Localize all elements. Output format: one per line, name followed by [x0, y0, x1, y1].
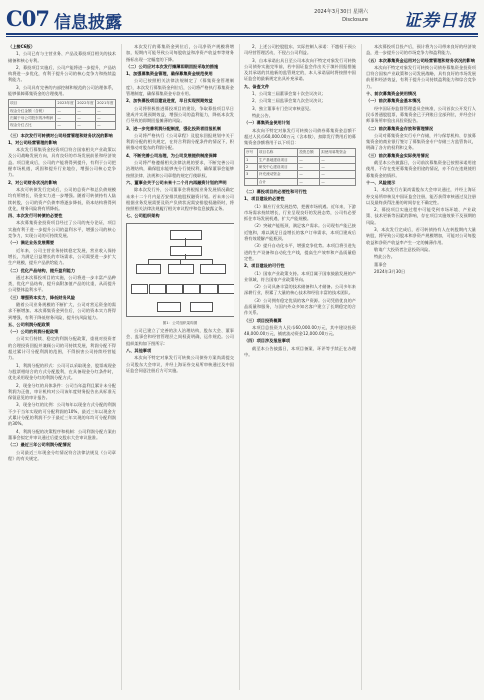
section-title: 信息披露: [54, 13, 122, 33]
section-heading: 四、本次发行可转债的必要性: [8, 213, 63, 219]
section-heading: （二）最近三年公司利润分配情况: [8, 442, 71, 448]
body-paragraph: 截至本公告披露日，本项目备案、环评等手续正在办理中。: [244, 345, 356, 358]
org-chart-node: [200, 284, 217, 294]
body-paragraph: 本次募集资金投资项目经过了公司的充分论证，项目实施有利于进一步提升公司的盈利水平，增强公司的核心竞争力，实现公司的可持续发展。: [8, 220, 116, 239]
table-cell: 拟使用募集资金: [320, 149, 356, 156]
section-heading: （三）项目投资概算: [244, 317, 282, 323]
body-paragraph: 1、公司已有与主营业务、产品及募投项目相关的技术储备和核心专利。: [8, 51, 116, 63]
section-heading: 八、其他事项: [126, 347, 152, 353]
table-row: [245, 178, 356, 185]
table-cell: 现金分红金额（含税）: [9, 107, 56, 114]
section-heading: （一）满足业务发展需要: [8, 240, 55, 246]
section-heading: （一）公司的利润分配政策: [8, 329, 59, 335]
section-heading: 五、公司利润分配政策: [8, 321, 50, 327]
org-chart-diagram: [126, 223, 234, 317]
text-column-4: [366, 44, 476, 692]
header-rule-thin: [6, 36, 478, 37]
section-heading: 4、不断完善公司治理，为公司发展提供制度保障: [126, 152, 217, 158]
org-chart-node: [131, 284, 148, 294]
table-cell: 生产基地建设项目: [257, 156, 297, 163]
table-cell: 项目: [9, 100, 56, 107]
body-paragraph: （2）突破产能瓶颈，满足客户需求。公司现有产能已接近饱和，难以满足日益增长的客户订单需求，本项目建成后将有效缓解产能瓶颈。: [244, 223, 356, 242]
table-row: [245, 171, 356, 178]
table-cell: 合计: [257, 178, 297, 185]
table-cell: —: [76, 122, 96, 129]
section-heading: 2、对公司财务状况的影响: [8, 179, 57, 185]
section-heading: （二）公司应对本次发行摊薄即期回报采取的措施: [126, 63, 219, 69]
body-paragraph: 2、上述公司控股股东、实际控制人承诺：不越权干预公司经营管理活动，不侵占公司利益。: [244, 44, 356, 56]
body-paragraph: （1）国家产业政策支持。本项目属于国家鼓励发展的产业领域，符合国家产业政策导向。: [244, 270, 356, 282]
org-chart-node: [170, 246, 202, 256]
body-paragraph: 除本次发行外，公司董事会将根据业务发展情况确定未来十二个月内是否安排其他股权融资计划。若未来公司根据业务发展需要及资产负债状况需安排股权融资时，将按照相关法律法规履行相关审议程序和信息披露义务。: [126, 187, 234, 212]
table-cell: 投资总额: [298, 149, 320, 156]
section-heading: 3、进一步完善利润分配制度，强化投资者回报机制: [126, 125, 222, 131]
issue-date: 2024年3月30日 星期六: [314, 9, 368, 15]
table-cell: 补充流动资金: [257, 171, 297, 178]
table-row: [9, 114, 116, 121]
table-cell: 研发中心建设项目: [257, 164, 297, 171]
org-chart-connector: [185, 238, 186, 246]
body-paragraph: 2、现金分红的具体条件：公司当年盈利且累计未分配利润为正值，审计机构对公司该年度财务报告出具标准无保留意见的审计报告。: [8, 382, 116, 401]
table-cell: —: [298, 156, 320, 163]
table-cell: —: [320, 178, 356, 185]
body-paragraph: 公司对募集资金实行专户存储，并与保荐机构、存放募集资金的商业银行签订了募集资金专户存储三方监管协议，明确了各方的权利和义务。: [366, 132, 476, 151]
body-paragraph: 本次发行募集资金投资项目符合国家相关产业政策以及公司战略发展方向，具有良好的市场发展前景和经济效益。项目建成后，公司的产能将得到提升，有利于公司把握市场机遇，巩固和提升行业地位，增强公司核心竞争力。: [8, 147, 116, 178]
section-heading: 1、项目建设的必要性: [244, 196, 285, 202]
issue-meta: [314, 8, 368, 24]
table-row: [9, 100, 116, 107]
section-heading: （五）本次募集资金运用对公司经营管理和财务状况的影响: [366, 57, 475, 63]
org-chart-node: [136, 264, 162, 274]
table-cell: —: [56, 107, 76, 114]
org-chart-node: [183, 284, 200, 294]
section-heading: （三）本次发行可转债对公司经营管理和财务状况的影响: [8, 132, 113, 138]
section-heading: 九、备查文件: [244, 83, 270, 89]
org-chart-node: [200, 264, 226, 274]
table-cell: —: [56, 114, 76, 121]
org-chart-connector: [148, 259, 149, 264]
table-cell: —: [76, 114, 96, 121]
body-paragraph: 本次募投项目投产后，预计将为公司带来良好的经济效益，进一步提升公司的市场竞争力和盈利能力。: [366, 44, 476, 56]
section-heading: 1、加强募集资金管理，确保募集资金规范使用: [126, 71, 213, 77]
section-heading: （三）前次募集资金实际使用情况: [366, 152, 429, 158]
table-cell: —: [320, 164, 356, 171]
body-paragraph: 2、公司第三届监事会第九次会议决议；: [252, 98, 326, 104]
issue-subtitle: Disclosure: [342, 17, 368, 23]
body-paragraph: 4、利润分配的决策程序和机制：公司利润分配方案由董事会拟定并审议通过后提交股东大会审议批准。: [8, 428, 116, 440]
text-column-3: [244, 44, 356, 692]
body-paragraph: 公司将积极推进募投项目的建设，争取募投项目早日建成并实现预期效益，增强公司的盈利能力，降低本次发行导致的即期回报摊薄的风险。: [126, 105, 234, 124]
table-row: [245, 149, 356, 156]
body-paragraph: （3）提升自动化水平，增强竞争优势。本项目将引进先进的生产设备和自动化生产线，提高生产效率和产品质量稳定性。: [244, 243, 356, 261]
table-cell: 2022年度: [76, 100, 96, 107]
body-paragraph: 公司将严格遵循相关法律法规的要求，不断完善公司治理结构，确保股东能够充分行使权利，确保董事会能够按照法律、法规和公司章程的规定行使职权。: [126, 160, 234, 178]
section-heading: （一）募集资金使用计划: [244, 120, 291, 126]
org-chart-node: [157, 302, 181, 312]
table-cell: —: [320, 156, 356, 163]
body-paragraph: 公司实行持续、稳定的利润分配政策，重视对投资者的合理投资回报并兼顾公司的可持续发展，利润分配不得超过累计可分配利润的范围，不得损害公司持续经营能力。: [8, 336, 116, 361]
table-cell: 归属于母公司股东的净利润: [9, 114, 56, 121]
text-column-2: [126, 44, 234, 692]
body-paragraph: 随着公司业务规模的不断扩大，公司对营运资金的需求不断增加。本次募集资金到位后，公司的资本实力将得到增强，有利于降低财务风险，提升抗风险能力。: [8, 301, 116, 320]
column-divider: [239, 44, 240, 690]
table-cell: 2: [245, 164, 258, 171]
body-paragraph: 2024年3月30日: [374, 268, 406, 274]
section-heading: （二）募投项目的必要性和可行性: [244, 188, 307, 194]
header-rule: [6, 33, 478, 35]
column-divider: [361, 44, 362, 690]
org-chart-figure: [126, 223, 234, 326]
section-heading: （一）前次募集资金基本情况: [366, 98, 421, 104]
org-chart-connector: [212, 259, 213, 264]
body-paragraph: 公司最近三年现金分红情况符合法律法规及《公司章程》的有关规定。: [8, 449, 116, 461]
table-cell: —: [298, 164, 320, 171]
body-paragraph: 本次发行的募集资金到位后，公司净资产规模将增加，短期内可能导致公司每股收益和净资产收益率等财务指标出现一定幅度的下降。: [126, 44, 234, 62]
table-cell: 3: [245, 171, 258, 178]
table-row: [9, 107, 116, 114]
table-cell: —: [96, 114, 116, 121]
body-paragraph: 董事会: [374, 261, 387, 267]
table-cell: 1: [245, 156, 258, 163]
section-heading: 1、对公司经营管理的影响: [8, 139, 57, 145]
body-paragraph: 公司将严格执行《公司章程》及股东回报规划中关于利润分配的相关规定，在符合利润分配条件的情况下，积极推动对股东的利润分配。: [126, 132, 234, 151]
body-paragraph: （1）顺应行业发展趋势，把握市场机遇。近年来，下游市场需求持续增长，行业呈现良好的发展态势，公司有必要抓住市场发展机遇，扩大产能规模。: [244, 203, 356, 222]
org-chart-node: [168, 264, 194, 274]
body-paragraph: 特此公告。: [252, 112, 273, 118]
body-paragraph: 3、自本承诺出具日至公司本次向不特定对象发行可转换公司债券实施完毕前，若中国证监会作出关于填补回报措施及其承诺的其他新的监管规定的，本人承诺届时将按照中国证监会的最新规定出具补充承诺。: [244, 57, 356, 82]
body-paragraph: 3、本次发行完成后，若可转债持有人在转股期内大量转股，将导致公司股本和净资产规模增加，可能对公司每股收益和净资产收益率产生一定的摊薄作用。: [366, 227, 476, 245]
body-paragraph: 公司已按照相关法律法规制定了《募集资金管理制度》，本次发行募集资金到位后，公司将严格执行募集资金管理制度，确保募集资金专款专用。: [126, 78, 234, 97]
body-paragraph: 2、募投项目实施后，公司产能将进一步提升，产品结构将进一步优化，有利于提升公司的核心竞争力和持续盈利能力。: [8, 64, 116, 83]
table-cell: 2023年度: [56, 100, 76, 107]
table-cell: 序号: [245, 149, 258, 156]
table-cell: —: [96, 122, 116, 129]
section-heading: （上接C6版）: [8, 44, 35, 49]
table-row: [245, 164, 356, 171]
text-column-1: [8, 44, 116, 692]
body-paragraph: 本次向不特定对象发行可转换公司债券方案尚需提交公司股东大会审议，并经上海证券交易所审核通过及中国证监会同意注册后方可实施。: [126, 355, 234, 373]
table-cell: —: [298, 178, 320, 185]
data-table: [244, 148, 356, 185]
org-chart-node: [218, 284, 234, 294]
page-header: [0, 0, 484, 40]
org-chart-connector: [180, 259, 181, 264]
data-table: [8, 99, 116, 129]
section-heading: 七、公司组织架构: [126, 213, 160, 219]
table-row: [245, 156, 356, 163]
body-paragraph: 本次向不特定对象发行可转换公司债券募集资金投资项目符合国家产业政策和公司发展战略，具有良好的市场发展前景和经济效益，有利于提升公司持续盈利能力和综合竞争力。: [366, 64, 476, 89]
body-paragraph: 本项目总投资为人民币60,000.00万元，其中建设投资48,000.00万元，铺底流动资金12,000.00万元。: [244, 324, 356, 337]
body-paragraph: （2）公司具备丰富的技术储备和人才储备。公司多年来深耕行业，积累了大量的核心技术和经验丰富的技术团队。: [244, 284, 356, 296]
body-paragraph: 敬请广大投资者注意投资风险。: [374, 246, 433, 252]
section-heading: （二）前次募集资金存放和管理情况: [366, 125, 434, 131]
body-paragraph: 3、公司具有完善的内部控制和规范的公司治理体系，能够保障募集资金的合理使用。: [8, 84, 116, 97]
column-divider: [121, 44, 122, 690]
table-cell: [245, 178, 258, 185]
body-paragraph: 截至本公告披露日，公司前次募集资金已按照承诺用途使用，不存在变更募集资金用途的情况，亦不存在违规使用募集资金的情形。: [366, 160, 476, 178]
body-paragraph: 1、利润分配的形式：公司可以采取现金、股票或现金与股票相结合的方式分配股利，在具备现金分红条件时，优先采用现金分红的利润分配方式。: [8, 362, 116, 381]
table-cell: —: [320, 171, 356, 178]
section-heading: （三）增强资本实力，降低财务风险: [8, 294, 76, 300]
body-paragraph: 本次向不特定对象发行可转换公司债券募集资金总额不超过人民币60,000.00万元（含本数），扣除发行费用后的募集资金净额将用于以下项目：: [244, 127, 356, 146]
section-heading: 2、项目建设的可行性: [244, 263, 285, 269]
body-paragraph: 本次可转债发行完成后，公司的总资产和总负债规模均有所增长，资金实力进一步增强。随着可转债持有人陆续转股，公司的资产负债率将逐步降低，资本结构将得到优化，财务风险将有所降低。: [8, 186, 116, 211]
body-paragraph: 1、本次发行方案尚需股东大会审议通过，并经上海证券交易所审核及中国证监会注册，能否获得审核通过及注册以及最终获得注册的时间存在不确定性。: [366, 187, 476, 205]
body-paragraph: 通过本次募投项目的实施，公司将进一步丰富产品种类，优化产品结构，提升高附加值产品的比重，从而提升公司整体盈利水平。: [8, 274, 116, 293]
body-paragraph: 公司已建立了完善的法人治理结构，股东大会、董事会、监事会和经营管理层之间权责明确，运作规范。公司组织架构如下图所示：: [126, 328, 234, 346]
section-heading: （二）优化产品结构，提升盈利能力: [8, 267, 76, 273]
table-cell: —: [56, 122, 76, 129]
body-paragraph: 特此公告。: [374, 254, 395, 260]
body-paragraph: （3）公司拥有稳定优质的客户资源。公司凭借优良的产品质量和服务，与国内外众多知名客户建立了长期稳定的合作关系。: [244, 297, 356, 316]
table-cell: 现金分红占比: [9, 122, 56, 129]
table-cell: —: [76, 107, 96, 114]
org-chart-node: [149, 284, 166, 294]
body-paragraph: 3、现金分红的比例：公司每年以现金方式分配的利润不少于当年实现的可分配利润的10%，最近三年以现金方式累计分配的利润不少于最近三年实现的年均可分配利润的30%。: [8, 402, 116, 427]
table-cell: —: [96, 107, 116, 114]
section-code: C07: [6, 6, 49, 31]
body-paragraph: 1、公司第三届董事会第十次会议决议；: [252, 91, 326, 97]
table-row: [9, 122, 116, 129]
body-paragraph: 3、独立董事专门会议审核意见。: [252, 105, 314, 111]
org-chart-node: [190, 302, 214, 312]
table-cell: 2021年度: [96, 100, 116, 107]
org-chart-node: [170, 230, 202, 240]
section-heading: 六、董事会关于公司未来十二个月内再融资计划的声明: [126, 179, 227, 185]
section-heading: 2、加快募投项目建设进度，早日实现预期效益: [126, 98, 213, 104]
section-heading: （四）项目涉及报批事项: [244, 338, 291, 344]
section-heading: 十一、风险提示: [366, 179, 396, 185]
section-heading: 十、前次募集资金使用情况: [366, 91, 417, 97]
org-chart-node: [166, 284, 183, 294]
body-paragraph: 2、募投项目实施过程中可能受到市场环境、产业政策、技术更新等因素的影响，存在项目实施效果不及预期的风险。: [366, 207, 476, 225]
body-paragraph: 经中国证券监督管理委员会核准，公司首次公开发行人民币普通股股票，募集资金已于到账日全部到位，并经会计师事务所审验出具验资报告。: [366, 105, 476, 124]
table-cell: —: [298, 171, 320, 178]
table-cell: 项目名称: [257, 149, 297, 156]
body-paragraph: 近年来，公司主营业务持续稳定发展，营业收入保持增长，为满足日益增长的市场需求，公司需要进一步扩大生产规模，提升产品供给能力。: [8, 247, 116, 266]
figure-caption: 图1：公司组织架构图: [162, 320, 198, 325]
newspaper-logo: 证券日报: [404, 11, 476, 31]
